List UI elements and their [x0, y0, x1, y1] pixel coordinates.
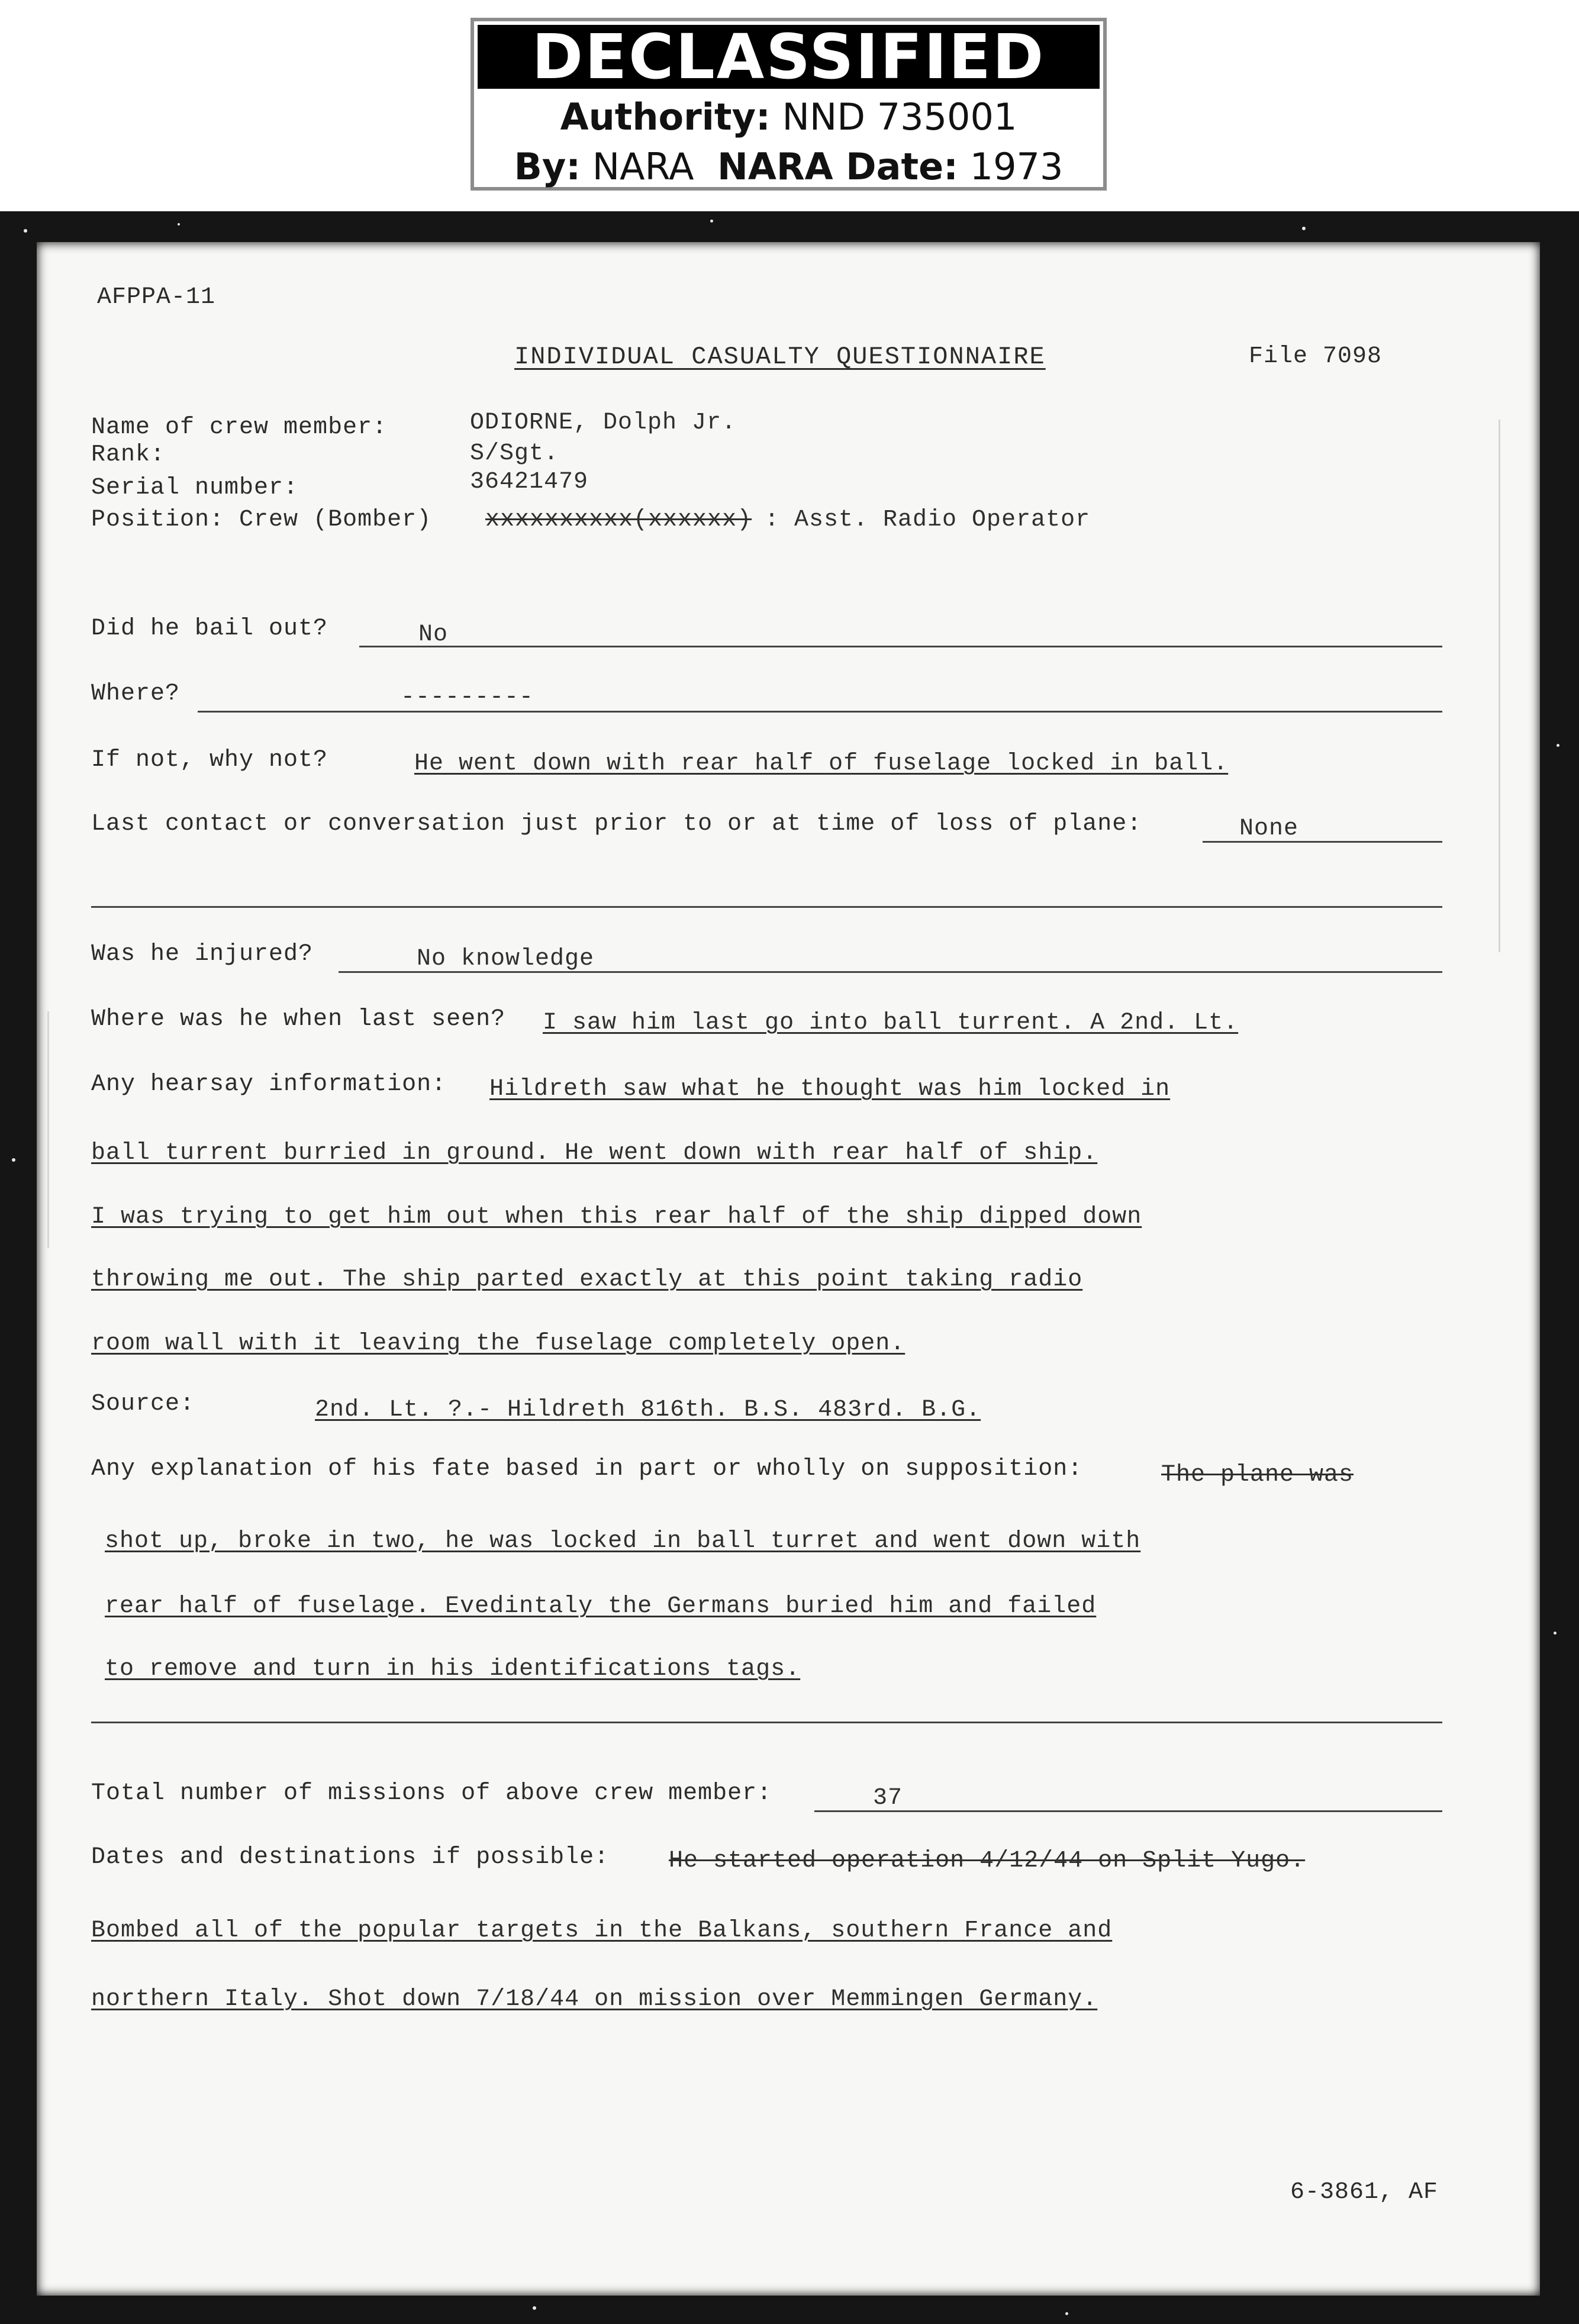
source-value: 2nd. Lt. ?.- Hildreth 816th. B.S. 483rd. B.G. [315, 1397, 981, 1423]
hearsay-line-2: ball turrent burried in ground. He went down with rear half of ship. [91, 1140, 1098, 1166]
dates-line-2: Bombed all of the popular targets in the Balkans, southern France and [91, 1917, 1113, 1944]
serial-value: 36421479 [470, 469, 589, 495]
bail-label: Did he bail out? [91, 615, 328, 642]
hearsay-label: Any hearsay information: [91, 1071, 447, 1098]
explanation-line-1: The plane was [1161, 1462, 1354, 1488]
position-struck: xxxxxxxxxx(xxxxxx) [485, 507, 752, 533]
where-value: --------- [401, 684, 534, 711]
stamp-date-label: NARA Date: [717, 145, 958, 188]
form-title: INDIVIDUAL CASUALTY QUESTIONNAIRE [514, 343, 1046, 371]
position-label: Position: Crew (Bomber) [91, 507, 432, 533]
whynot-label: If not, why not? [91, 747, 328, 773]
stamp-authority-label: Authority: [560, 95, 771, 138]
dates-label: Dates and destinations if possible: [91, 1844, 610, 1871]
hearsay-line-1: Hildreth saw what he thought was him locked in [489, 1076, 1171, 1103]
form-code: AFPPA-11 [97, 284, 216, 311]
explanation-line-3: rear half of fuselage. Evedintaly the Germans buried him and failed [105, 1593, 1097, 1620]
injured-label: Was he injured? [91, 941, 314, 968]
missions-label: Total number of missions of above crew member: [91, 1780, 772, 1807]
stamp-banner: DECLASSIFIED [478, 25, 1100, 89]
hearsay-line-4: throwing me out. The ship parted exactly at this point taking radio [91, 1266, 1083, 1293]
explanation-line-4: to remove and turn in his identifications tags. [105, 1656, 801, 1682]
stamp-by-label: By: [514, 145, 581, 188]
stamp-authority [474, 92, 1103, 142]
stamp-by-value: NARA [592, 145, 694, 188]
dates-line-3: northern Italy. Shot down 7/18/44 on mission over Memmingen Germany. [91, 1986, 1098, 2013]
rank-value: S/Sgt. [470, 440, 559, 467]
name-label: Name of crew member: [91, 414, 388, 441]
stamp-by-date [474, 142, 1103, 192]
serial-label: Serial number: [91, 475, 299, 501]
injured-value: No knowledge [417, 946, 595, 972]
lastcontact-value: None [1239, 816, 1299, 842]
lastseen-label: Where was he when last seen? [91, 1006, 506, 1033]
file-number: File 7098 [1249, 343, 1383, 370]
hearsay-line-3: I was trying to get him out when this rear half of the ship dipped down [91, 1204, 1142, 1230]
missions-value: 37 [873, 1785, 903, 1812]
position-value: : Asst. Radio Operator [765, 507, 1091, 533]
hearsay-line-5: room wall with it leaving the fuselage completely open. [91, 1330, 905, 1357]
form-number: 6-3861, AF [1290, 2179, 1439, 2206]
whynot-value: He went down with rear half of fuselage locked in ball. [414, 750, 1229, 777]
stamp-authority-value: NND 735001 [782, 95, 1017, 138]
lastcontact-label: Last contact or conversation just prior to or at time of loss of plane: [91, 811, 1142, 837]
rank-label: Rank: [91, 441, 166, 468]
explanation-line-2: shot up, broke in two, he was locked in ball turret and went down with [105, 1528, 1141, 1555]
where-label: Where? [91, 681, 181, 707]
scan-frame [0, 211, 1579, 2324]
bail-value: No [418, 621, 449, 648]
source-label: Source: [91, 1391, 195, 1417]
stamp-date-value: 1973 [969, 145, 1064, 188]
explanation-label: Any explanation of his fate based in part or wholly on supposition: [91, 1456, 1083, 1482]
declassified-stamp [471, 18, 1107, 191]
document-page [37, 242, 1540, 2296]
name-value: ODIORNE, Dolph Jr. [470, 410, 737, 436]
lastseen-value: I saw him last go into ball turrent. A 2nd. Lt. [543, 1010, 1239, 1036]
dates-line-1: He started operation 4/12/44 on Split Yugo. [669, 1848, 1306, 1874]
